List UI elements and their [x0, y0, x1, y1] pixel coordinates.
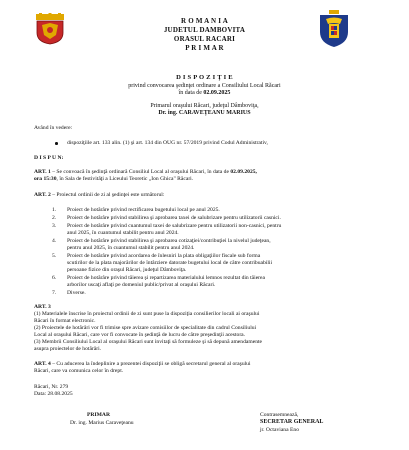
art1-date: 02.09.2025, [230, 169, 257, 175]
art3-paragraph: asupra proiectelor de hotărâri. [34, 346, 102, 352]
art4-line1: ART. 4 – Cu aducerea la îndeplinire a prezentei dispoziţii se obligă secretarul general al oraşului [34, 361, 251, 367]
art3-paragraph: (2) Proiectele de hotărâri vor fi trimise spre avizare comisiilor de specialitate din cadrul Consiliului [34, 325, 257, 331]
art4-line2: Răcari, care va comunica celor în drept. [34, 368, 124, 374]
document-title: D I S P O Z I Ţ I E [176, 74, 233, 81]
agenda-item-number: 2. [52, 215, 57, 221]
agenda-item: Proiect de hotărâre privind cuantumul taxei de salubrizare pentru utilizatorii non-casnici, pentru [67, 223, 282, 229]
registration-number: Răcari, Nr. 279 [34, 384, 69, 390]
agenda-item-number: 4. [52, 238, 57, 244]
art1-line1: ART. 1 – Se convoacă în şedinţă ordinară Consiliul Local al oraşului Răcari, în data de 02.09.2025, [34, 169, 257, 175]
agenda-item-cont: arborilor uscaţi aflaţi pe domeniul public/privat al oraşului Răcari. [67, 282, 216, 288]
agenda-item-number: 1. [52, 207, 57, 213]
header-country: R O M A N I A [181, 17, 228, 25]
agenda-item: Proiect de hotărâre privind stabilirea şi aprobarea cotizaţiei/contribuţiei la nivelul judeţean, [67, 238, 271, 244]
header-town: ORASUL RACARI [173, 35, 236, 43]
agenda-item: Proiect de hotărâre privind tăierea şi repartizarea materialului lemnos rezultat din tăierea [67, 275, 266, 281]
secretary-name: jr. Octaviana Eno [260, 427, 299, 433]
art3-paragraph: (3) Membrii Consiliului Local al oraşului Răcari sunt invitaţi să formuleze şi să depună amendamente [34, 339, 263, 345]
agenda-item-number: 6. [52, 275, 57, 281]
considering-label: Având în vedere: [34, 125, 73, 131]
agenda-item: Diverse. [67, 290, 86, 296]
art3-label: ART. 3 [34, 304, 51, 310]
art4-label: ART. 4 [34, 361, 51, 367]
mayor-name: Dr. ing. Marius Caraveţeanu [70, 420, 134, 426]
mayor-title: PRIMAR [87, 412, 110, 418]
agenda-item-cont: scutirilor de la plata majorărilor de întârziere datorate bugetului local de către contribuabilii [67, 260, 273, 266]
agenda-item-number: 5. [52, 253, 57, 259]
agenda-item: Proiect de hotărâre privind stabilirea şi aprobarea taxei de salubrizare pentru utilizatorii casnici. [67, 215, 281, 221]
art2-label: ART. 2 [34, 192, 51, 198]
agenda-item-number: 7. [52, 290, 57, 296]
registration-date: Data: 28.08.2025 [34, 391, 73, 397]
art1-label: ART. 1 [34, 169, 51, 175]
title-subject: privind convocarea şedinţei ordinare a Consiliului Local Răcari [128, 83, 281, 89]
agenda-item-cont: anul 2025, în cuantumul stabilit pentru anul 2024. [67, 230, 179, 236]
agenda-item-cont: persoane fizice din oraşul Răcari, judeţul Dâmboviţa. [67, 267, 187, 273]
countersign-label: Contrasemnează, [260, 412, 299, 418]
header-county: JUDETUL DAMBOVITA [163, 26, 246, 34]
dispun-heading: D I S P U N: [34, 155, 64, 161]
legal-basis: dispoziţiile art. 133 alin. (1) şi art. 134 din OUG nr. 57/2019 privind Codul Administrativ, [67, 140, 268, 146]
title-date: 02.09.2025 [203, 90, 231, 96]
art3-paragraph: (1) Materialele înscrise în proiectul ordinii de zi sunt puse la dispoziţia consilierilor locali ai oraşului [34, 311, 260, 317]
art3-paragraph: Local al oraşului Răcari, care vor fi convocate în şedinţă de lucru de către preşedinţii acestora. [34, 332, 246, 338]
art2-line: ART. 2 – Proiectul ordinii de zi al şedinţei este următorul: [34, 192, 165, 198]
art1-line2: ora 15:30, în Sala de festivităţi a Liceului Teoretic „Ion Ghica" Răcari. [34, 176, 194, 182]
agenda-item: Proiect de hotărâre privind rectificarea bugetului local pe anul 2025. [67, 207, 220, 213]
issuer-line: Primarul oraşului Răcari, judeţul Dâmboviţa, [150, 103, 259, 109]
agenda-item: Proiect de hotărâre privind acordarea de înlesniri la plata obligaţiilor fiscale sub forma [67, 253, 261, 259]
art3-paragraph: Răcari în format electronic. [34, 318, 96, 324]
secretary-title: SECRETAR GENERAL [260, 419, 324, 425]
agenda-item-number: 3. [52, 223, 57, 229]
agenda-item-cont: pentru anul 2025, în cuantumul stabilit pentru anul 2024. [67, 245, 195, 251]
title-date-line: în data de 02.09.2025 [178, 90, 231, 96]
header-office: P R I M A R [185, 44, 224, 52]
issuer-name: Dr. ing. CARAVEŢEANU MARIUS [158, 110, 251, 116]
bullet-dot [55, 142, 58, 145]
art1-time: ora 15:30 [34, 176, 57, 182]
